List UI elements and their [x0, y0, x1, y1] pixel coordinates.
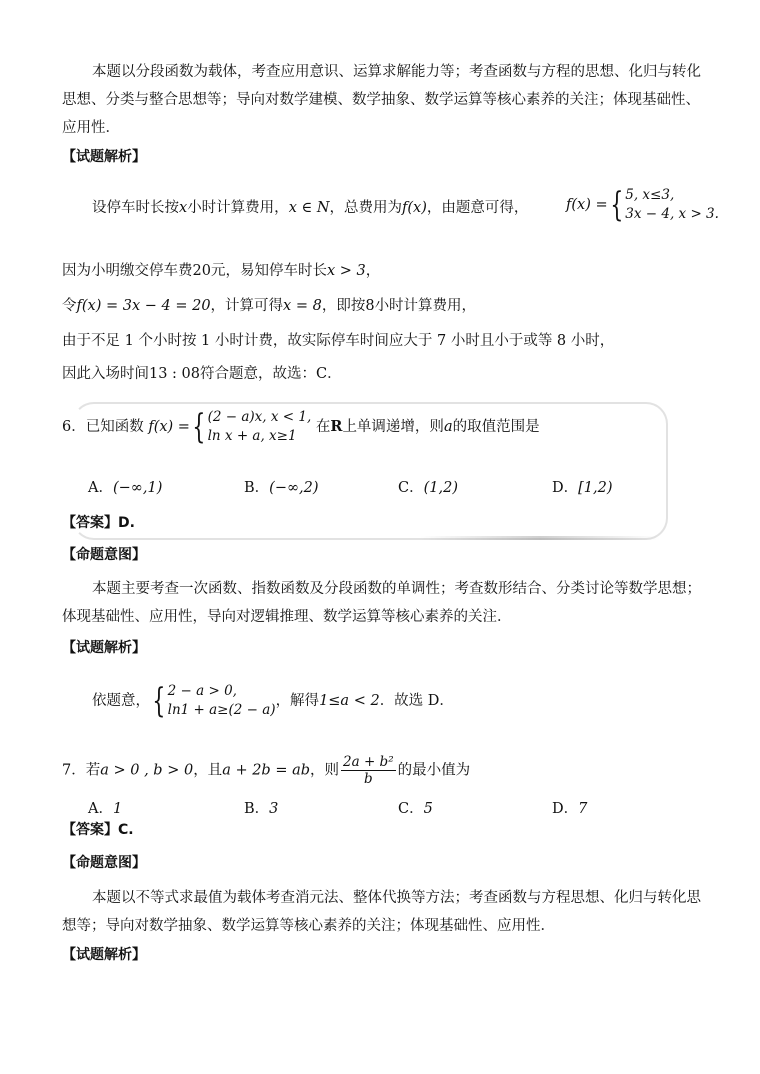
- decorative-shadow: [420, 536, 660, 540]
- text: 依题意，: [92, 693, 150, 709]
- number: 8: [365, 298, 375, 314]
- q5-solution-line-4: 由于不足 1 个小时按 1 小时计费，故实际停车时间应大于 7 小时且小于或等 8 小时，: [62, 333, 615, 349]
- q7-intent-text: 本题以不等式求最值为载体考查消元法、整体代换等方法；考查函数与方程思想、化归与转化思想等；导向对数学抽象、数学运算等核心素养的关注；体现基础性、应用性．: [62, 890, 701, 934]
- text: 元，易知停车时长: [210, 263, 327, 279]
- text: 上单调递增，则: [342, 419, 444, 435]
- cases: [168, 682, 276, 720]
- q5-solution-line-5: [62, 362, 342, 383]
- math-fraction: [341, 754, 396, 787]
- q6-solution-heading: 【试题解析】: [62, 640, 146, 656]
- case-1: (2 − a)x, x < 1,: [207, 409, 312, 425]
- brace-symbol: {: [192, 407, 206, 447]
- case-2: 3x − 4, x > 3.: [625, 206, 719, 222]
- brace-symbol: {: [609, 185, 623, 225]
- option-value: 5: [423, 801, 433, 817]
- q5-solution-line-1: [92, 196, 528, 217]
- brace-symbol: {: [152, 681, 166, 721]
- text: ，由题意可得，: [426, 200, 529, 216]
- option-value: [1,2): [578, 480, 613, 496]
- math-x: x: [179, 200, 188, 216]
- q5-solution-line-3: [62, 294, 476, 315]
- math-x-in-n: x ∈ N: [288, 200, 330, 216]
- text: 符合题意，故选：C．: [200, 366, 342, 382]
- case-2: ln1 + a≥(2 − a): [167, 702, 276, 718]
- q6-option-a: [88, 476, 162, 497]
- text: 因为小明缴交停车费: [62, 263, 193, 279]
- q7-option-b: [244, 797, 278, 818]
- q5-solution-line-2: [62, 259, 380, 280]
- q7-option-d: [552, 797, 587, 818]
- math-fx-eq: f(x) =: [148, 419, 190, 435]
- option-label: B．: [244, 480, 270, 496]
- q6-stem: [62, 408, 540, 446]
- option-value: (1,2): [423, 480, 458, 496]
- text: 小时计算费用，: [374, 298, 477, 314]
- option-label: A．: [88, 801, 113, 817]
- q7-answer: 【答案】C.: [62, 822, 134, 838]
- question-label: 7．若: [62, 762, 101, 779]
- text: 的取值范围是: [452, 419, 540, 435]
- text: ，即按: [321, 298, 366, 314]
- option-value: 7: [578, 801, 588, 817]
- text: 小时计算费用，: [187, 200, 289, 216]
- case-2: ln x + a, x≥1: [207, 428, 297, 444]
- text: 令: [62, 298, 77, 314]
- question-label: 6．已知函数: [62, 419, 144, 435]
- math-R: R: [330, 418, 343, 435]
- q5-intent-text: 本题以分段函数为载体，考查应用意识、运算求解能力等；考查函数与方程的思想、化归与转化思想、分类与整合思想等；导向对数学建模、数学抽象、数学运算等核心素养的关注；体现基础性、应用性．: [62, 64, 701, 136]
- math-equation: f(x) = 3x − 4 = 20: [76, 298, 211, 314]
- q6-answer: 【答案】D.: [62, 515, 135, 531]
- text: ，则: [310, 762, 340, 779]
- q7-stem: [62, 754, 470, 787]
- q7-solution-heading: 【试题解析】: [62, 947, 146, 963]
- q5-piecewise-function: [566, 186, 719, 224]
- fraction-denominator: b: [363, 771, 373, 787]
- math-fx-eq: f(x) =: [566, 197, 608, 213]
- math-equation: a + 2b = ab: [222, 762, 311, 779]
- case-1: 2 − a > 0,: [167, 683, 237, 699]
- q6-solution: [92, 682, 454, 720]
- q6-option-d: [552, 476, 613, 497]
- option-value: (−∞,2): [269, 480, 319, 496]
- option-value: 1: [112, 801, 123, 817]
- case-1: 5, x≤3,: [625, 187, 675, 203]
- math-condition: a > 0 , b > 0: [100, 762, 194, 779]
- option-label: C．: [398, 480, 424, 496]
- number: 20: [192, 263, 211, 279]
- math-fx: f(x): [402, 200, 427, 216]
- cases: [625, 186, 719, 224]
- math-x-eq-8: x = 8: [283, 298, 322, 314]
- option-value: 3: [269, 801, 279, 817]
- math-x-gt-3: x > 3: [326, 263, 366, 279]
- text: 因此入场时间: [62, 366, 149, 382]
- text: ，解得: [275, 693, 320, 709]
- option-label: A．: [88, 480, 113, 496]
- option-label: B．: [244, 801, 270, 817]
- option-label: D．: [552, 480, 579, 496]
- q6-intent-heading: 【命题意图】: [62, 547, 146, 563]
- math-range: 1≤a < 2: [319, 693, 380, 709]
- q6-intent-text: 本题主要考查一次函数、指数函数及分段函数的单调性；考查数形结合、分类讨论等数学思想；体现基础性、应用性，导向对逻辑推理、数学运算等核心素养的关注．: [62, 581, 701, 625]
- text: 设停车时长按: [92, 200, 179, 216]
- text: ，总费用为: [329, 200, 403, 216]
- time-value: 13 : 08: [149, 366, 201, 382]
- q6-option-b: [244, 476, 319, 497]
- q7-option-a: [88, 797, 122, 818]
- text: ，计算可得: [210, 298, 284, 314]
- text: ．故选 D．: [379, 693, 454, 709]
- cases: [208, 408, 312, 446]
- text: ，且: [193, 762, 223, 779]
- q5-solution-heading: 【试题解析】: [62, 149, 146, 165]
- math-a: a: [443, 419, 453, 435]
- text: ，: [365, 263, 381, 279]
- q6-option-c: [398, 476, 458, 497]
- option-label: C．: [398, 801, 424, 817]
- option-label: D．: [552, 801, 579, 817]
- text: 在: [315, 419, 331, 435]
- q7-option-c: [398, 797, 433, 818]
- q7-intent-heading: 【命题意图】: [62, 855, 146, 871]
- fraction-numerator: 2a + b²: [343, 754, 394, 770]
- text: 的最小值为: [397, 762, 471, 779]
- option-value: (−∞,1): [112, 480, 163, 496]
